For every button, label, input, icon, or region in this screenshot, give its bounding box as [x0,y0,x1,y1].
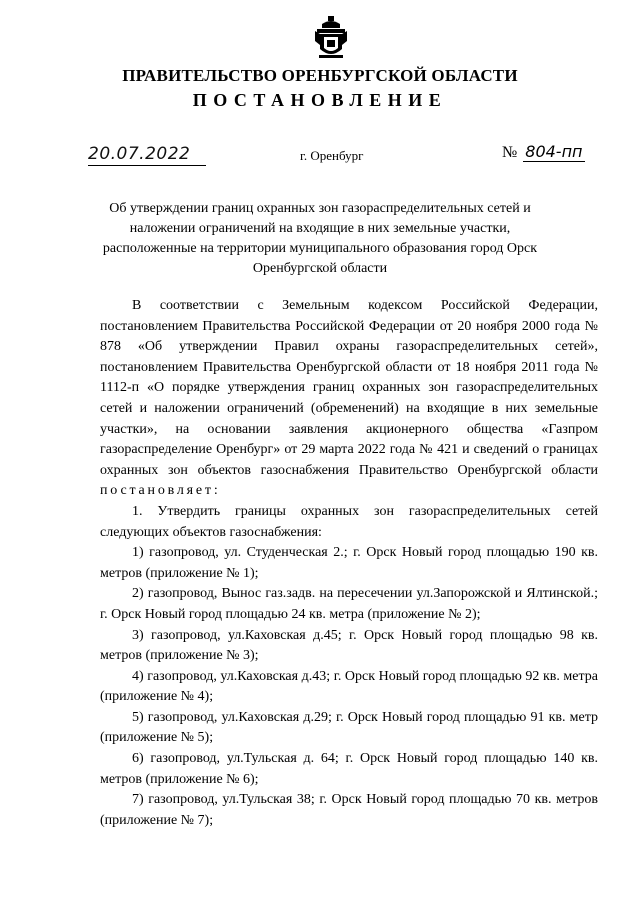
decree-date: 20.07.2022 [88,144,206,166]
number-sign: № [502,144,518,161]
decree-title: Об утверждении границ охранных зон газораспределительных сетей и наложении ограничений на входящие в них земельные участки, расположенные на территории муниципального образования город Орск Оренбургской области [102,201,538,276]
preamble-paragraph [100,296,598,502]
list-item: 2) газопровод, Вынос газ.задв. на пересечении ул.Запорожской и Ялтинской.; г. Орск Новый город площадью 24 кв. метра (приложение № 2); [100,586,598,622]
decree-number-block [502,142,585,162]
preamble-text: В соответствии с Земельным кодексом Российской Федерации, постановлением Правительства Российской Федерации от 20 ноября 2000 года № 878 «Об утверждении Правил охраны газораспределительных сетей», постановлением Правительства Оренбургской области от 18 ноября 2011 года № 1112-п «О порядке утверждения границ охранных зон газораспределительных сетей и наложении ограничений (обременений) на входящие в них земельные участки», на основании заявления акционерного общества «Газпром газораспределение Оренбург» от 29 марта 2022 года № 421 и сведений о границах охранных зон объектов газоснабжения Правительство Оренбургской области [100,298,598,478]
list-item: 1) газопровод, ул. Студенческая 2.; г. Орск Новый город площадью 190 кв. метров (приложение № 1); [100,545,598,581]
list-item: 7) газопровод, ул.Тульская 38; г. Орск Новый город площадью 70 кв. метров (приложение № 7); [100,792,598,828]
list-item: 5) газопровод, ул.Каховская д.29; г. Орск Новый город площадью 91 кв. метр (приложение № 5); [100,709,598,746]
list-item: 3) газопровод, ул.Каховская д.45; г. Орск Новый город площадью 98 кв. метров (приложение № 3); [100,627,598,664]
government-name: ПРАВИТЕЛЬСТВО ОРЕНБУРГСКОЙ ОБЛАСТИ [122,66,518,85]
preamble-verb: постановляет: [100,483,221,499]
decree-body [100,296,598,831]
point-1: 1. Утвердить границы охранных зон газораспределительных сетей следующих объектов газоснабжения: [100,503,598,540]
coat-of-arms-emblem-icon [313,15,349,61]
list-item: 4) газопровод, ул.Каховская д.43; г. Орск Новый город площадью 92 кв. метра (приложение № 4); [100,668,598,705]
list-item: 6) газопровод, ул.Тульская д. 64; г. Орск Новый город площадью 140 кв. метров (приложение № 6); [100,751,598,787]
document-type: ПОСТАНОВЛЕНИЕ [192,90,448,110]
decree-city: г. Оренбург [300,148,364,163]
decree-number: 804-пп [525,142,583,161]
